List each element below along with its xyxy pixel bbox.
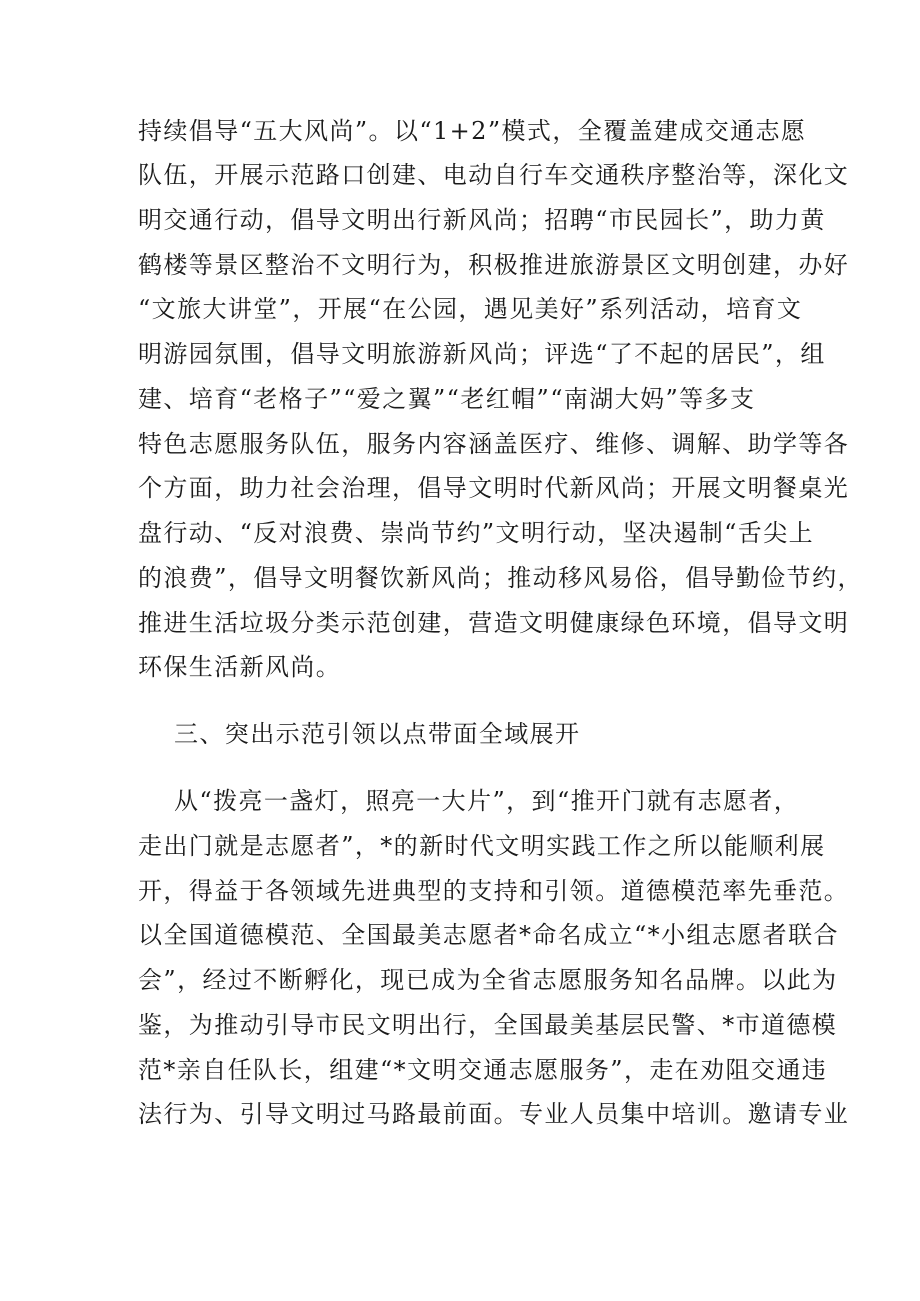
paragraph-2-line-4: 以全国道德模范、全国最美志愿者*命名成立“*小组志愿者联合 bbox=[138, 921, 839, 949]
paragraph-2-line-7: 范*亲自任队长，组建“*文明交通志愿服务”，走在劝阻交通违 bbox=[138, 1056, 828, 1084]
paragraph-1-line-7: 建、培育“老格子”“爱之翼”“老红帽”“南湖大妈”等多支 bbox=[138, 385, 756, 413]
paragraph-1-line-6: 明游园氛围，倡导文明旅游新风尚；评选“了不起的居民”，组 bbox=[138, 340, 826, 368]
paragraph-2-line-5: 会”，经过不断孵化，现已成为全省志愿服务知名品牌。以此为 bbox=[138, 966, 838, 994]
paragraph-1-line-12: 推进生活垃圾分类示范创建，营造文明健康绿色环境，倡导文明 bbox=[138, 609, 850, 637]
paragraph-1-line-11: 的浪费”，倡导文明餐饮新风尚；推动移风易俗，倡导勤俭节约， bbox=[138, 564, 863, 592]
paragraph-1-line-10: 盘行动、“反对浪费、崇尚节约”文明行动，坚决遏制“舌尖上 bbox=[138, 519, 815, 547]
paragraph-1-line-4: 鹤楼等景区整治不文明行为，积极推进旅游景区文明创建，办好 bbox=[138, 251, 850, 279]
paragraph-2-line-2: 走出门就是志愿者”，*的新时代文明实践工作之所以能顺利展 bbox=[138, 832, 826, 860]
paragraph-1-line-9: 个方面，助力社会治理，倡导文明时代新风尚；开展文明餐桌光 bbox=[138, 474, 850, 502]
paragraph-1-line-8: 特色志愿服务队伍，服务内容涵盖医疗、维修、调解、助学等各 bbox=[138, 430, 850, 458]
paragraph-2-line-8: 法行为、引导文明过马路最前面。专业人员集中培训。邀请专业 bbox=[138, 1100, 850, 1128]
paragraph-1-line-5: “文旅大讲堂”，开展“在公园，遇见美好”系列活动，培育文 bbox=[138, 295, 803, 323]
paragraph-2-line-3: 开，得益于各领域先进典型的支持和引领。道德模范率先垂范。 bbox=[138, 877, 850, 905]
paragraph-2-line-6: 鉴，为推动引导市民文明出行，全国最美基层民警、*市道德模 bbox=[138, 1011, 838, 1039]
section-heading-3: 三、突出示范引领以点带面全域展开 bbox=[174, 720, 581, 748]
paragraph-1-line-3: 明交通行动，倡导文明出行新风尚；招聘“市民园长”，助力黄 bbox=[138, 206, 826, 234]
paragraph-1-line-2: 队伍，开展示范路口创建、电动自行车交通秩序整治等，深化文 bbox=[138, 161, 850, 189]
paragraph-1-line-1: 持续倡导“五大风尚”。以“1+2”模式，全覆盖建成交通志愿 bbox=[138, 117, 807, 145]
paragraph-2-line-1: 从“拨亮一盏灯，照亮一大片”，到“推开门就有志愿者， bbox=[174, 787, 800, 815]
paragraph-1-line-13: 环保生活新风尚。 bbox=[138, 653, 342, 681]
